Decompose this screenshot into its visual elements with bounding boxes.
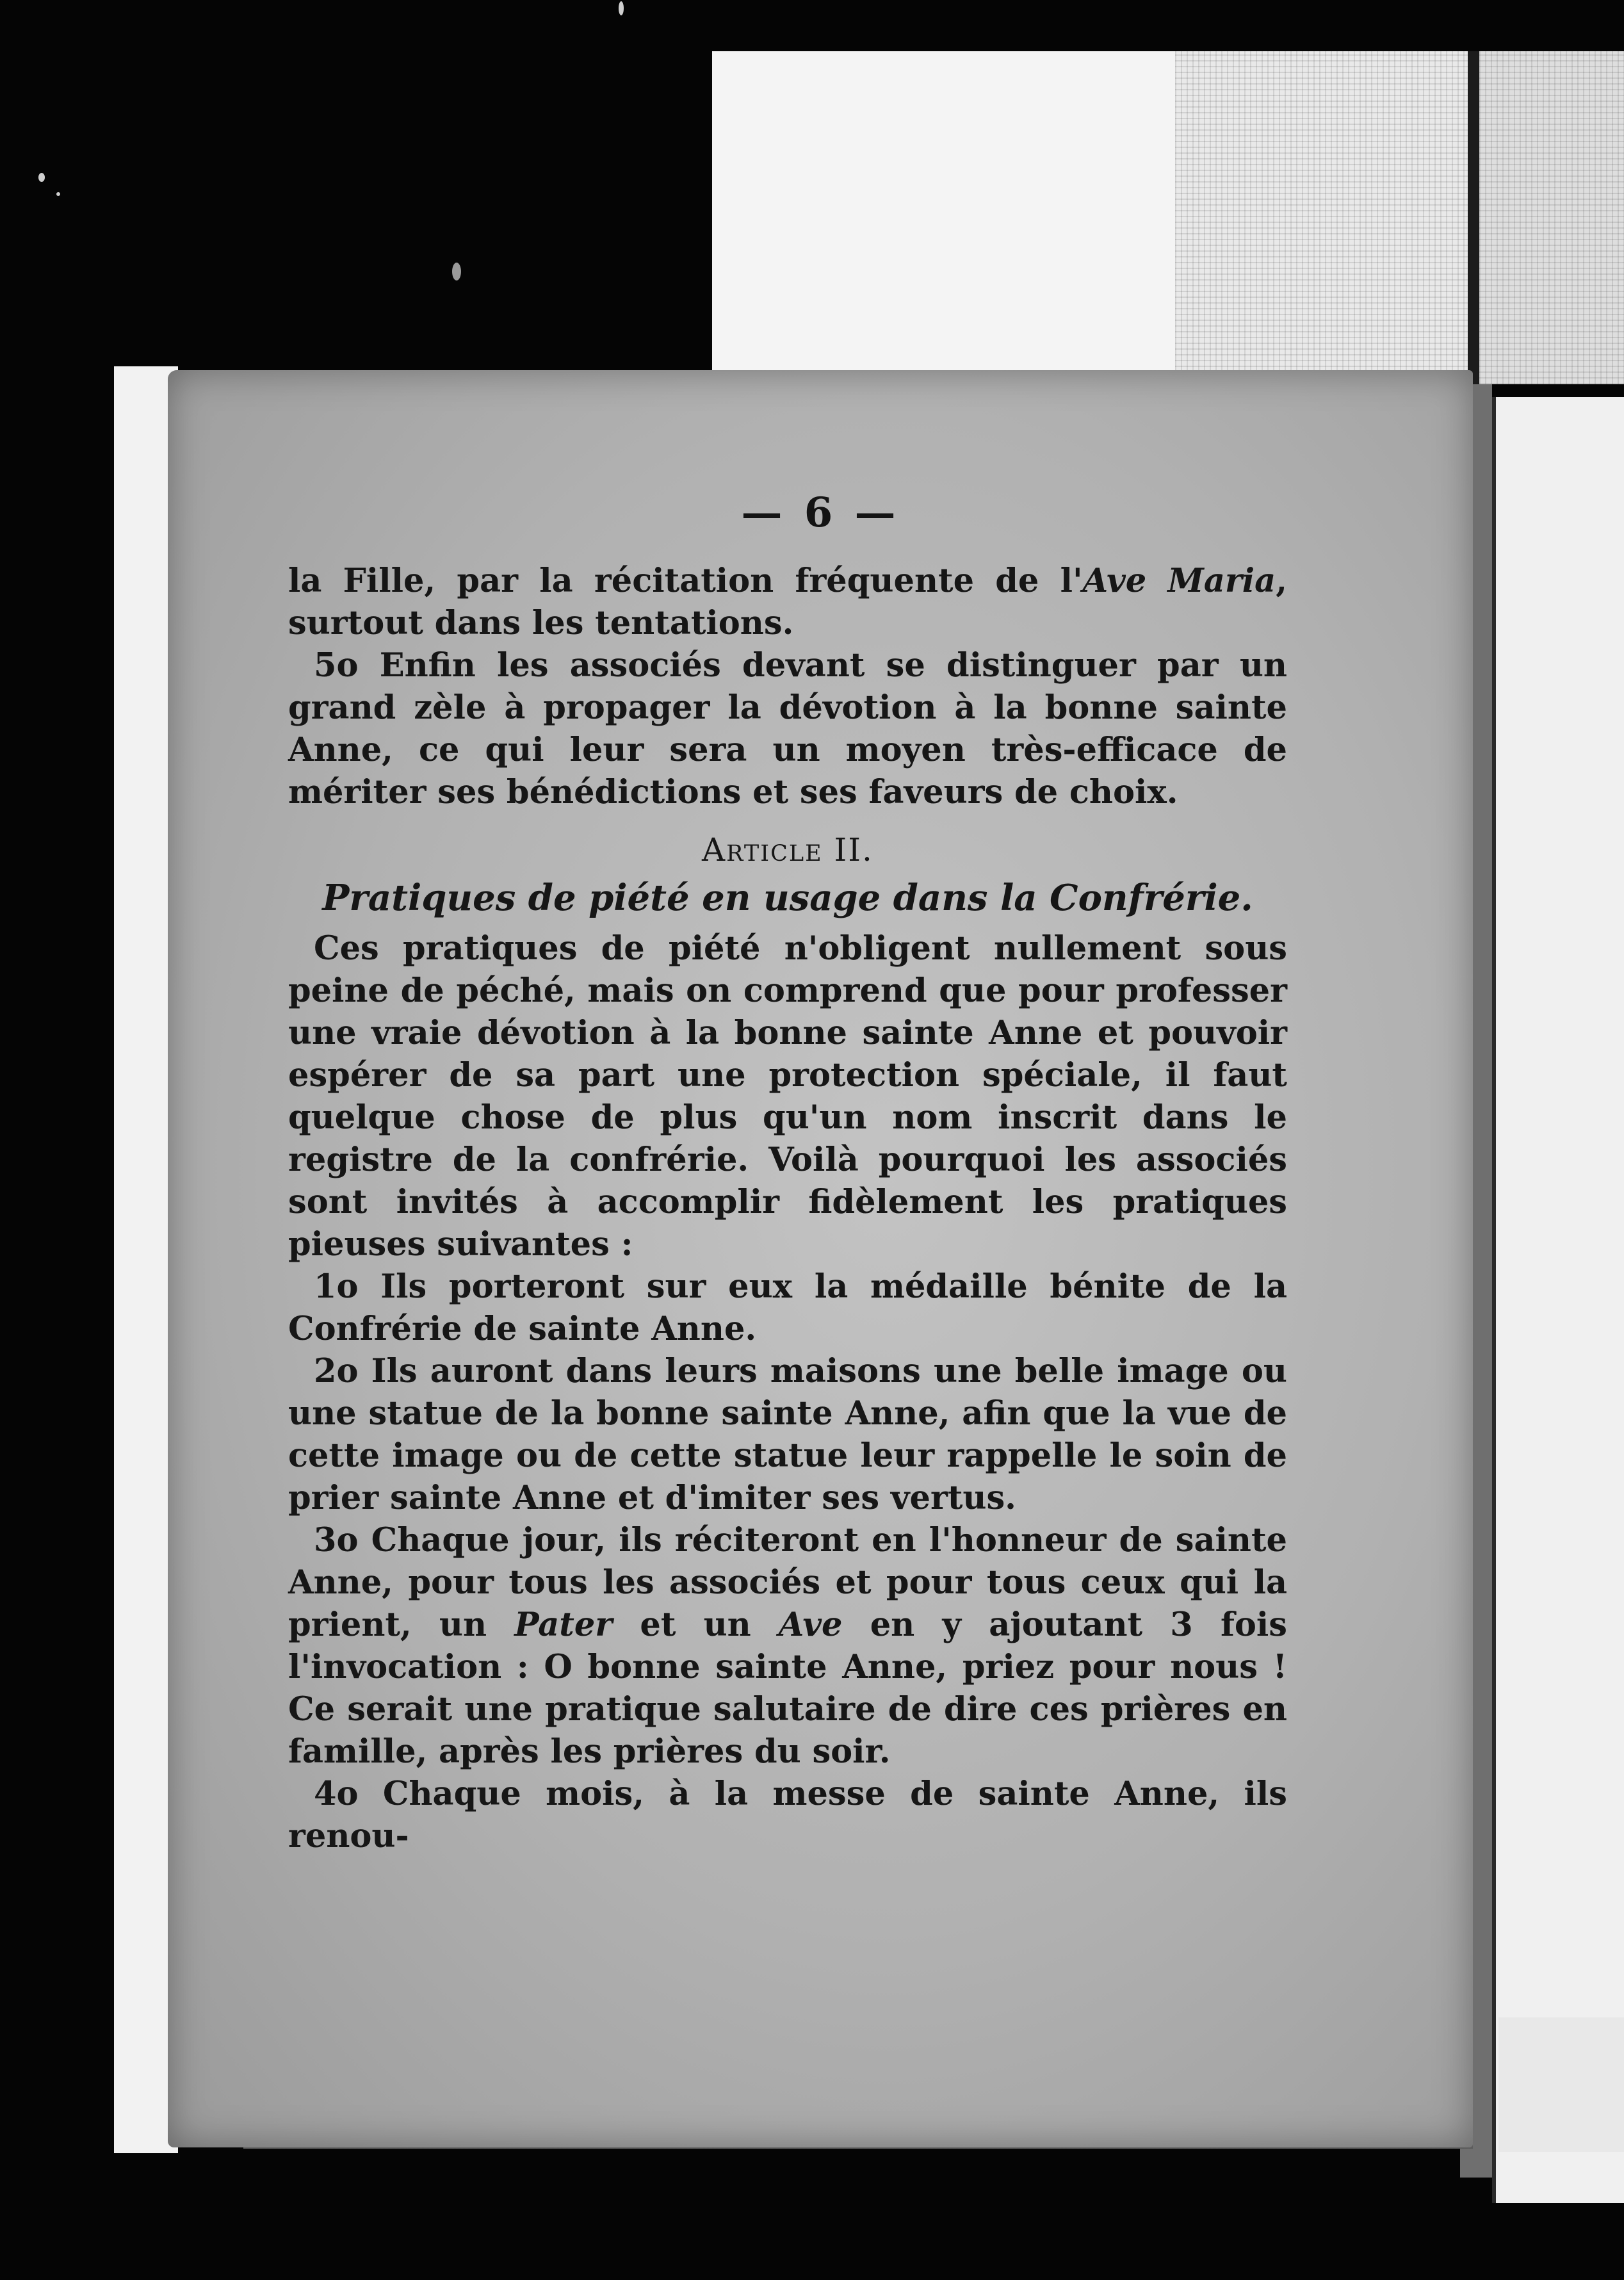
background-sheet-mesh-right <box>1479 51 1624 384</box>
page-text <box>288 560 1287 1857</box>
paragraph-continuation <box>288 560 1287 644</box>
dust-speck <box>619 1 624 15</box>
paragraph-item-4: 4o Chaque mois, à la messe de sainte Anne, ils renou- <box>288 1775 1287 1855</box>
dust-speck <box>38 173 45 182</box>
paragraph-text: , surtout dans les tentations. <box>288 562 1287 642</box>
printed-page <box>168 370 1473 2147</box>
paragraph-text: 3o Chaque jour, ils réciteront en l'honneur de sainte Anne, pour tous les associés et pour tous ceux qui la prient, un <box>288 1521 1287 1644</box>
background-sheet-right-edge <box>1498 2017 1624 2152</box>
background-sheet-right-white <box>1492 397 1624 2203</box>
page-number: — 6 — <box>741 489 900 537</box>
paragraph-intro: Ces pratiques de piété n'obligent nullement sous peine de péché, mais on comprend que pour professer une vraie dévotion à la bonne sainte Anne et pouvoir espérer de sa part une protection spéciale, il faut quelque chose de plus qu'un nom inscrit dans le registre de la confrérie. Voilà pourquoi les associés sont invités à accomplir fidèlement les pratiques pieuses suivantes : <box>288 929 1287 1264</box>
background-sheet-white <box>712 51 1180 384</box>
paragraph-item-2: 2o Ils auront dans leurs maisons une belle image ou une statue de la bonne sainte Anne, afin que la vue de cette image ou de cette statue leur rappelle le soin de prier sainte Anne et d'imiter ses vertus. <box>288 1352 1287 1517</box>
paragraph-text: et un <box>612 1606 779 1644</box>
paragraph-text: la Fille, par la récitation fréquente de l' <box>288 562 1083 600</box>
paragraph-text: en y ajoutant 3 fois l'invocation : O bonne sainte Anne, priez pour nous ! Ce serait une pratique salutaire de dire ces prières en famille, après les prières du soir. <box>288 1606 1287 1771</box>
background-sheet-mesh <box>1175 51 1479 384</box>
paragraph-emphasis: Ave Maria <box>1082 562 1276 600</box>
dust-speck <box>452 263 461 281</box>
section-title: Pratiques de piété en usage dans la Confrérie. <box>322 877 1253 919</box>
paragraph-emphasis: Ave <box>778 1606 843 1644</box>
paragraph-emphasis: Pater <box>514 1606 613 1644</box>
paragraph-item-1: 1o Ils porteront sur eux la médaille bénite de la Confrérie de sainte Anne. <box>288 1267 1287 1348</box>
dust-speck <box>56 192 60 196</box>
article-heading: Article II. <box>702 831 873 868</box>
paragraph-item-3 <box>288 1519 1287 1773</box>
paragraph-item-5: 5o Enfin les associés devant se distinguer par un grand zèle à propager la dévotion à la bonne sainte Anne, ce qui leur sera un moyen très-efficace de mériter ses bénédictions et ses faveurs de choix. <box>288 646 1287 811</box>
